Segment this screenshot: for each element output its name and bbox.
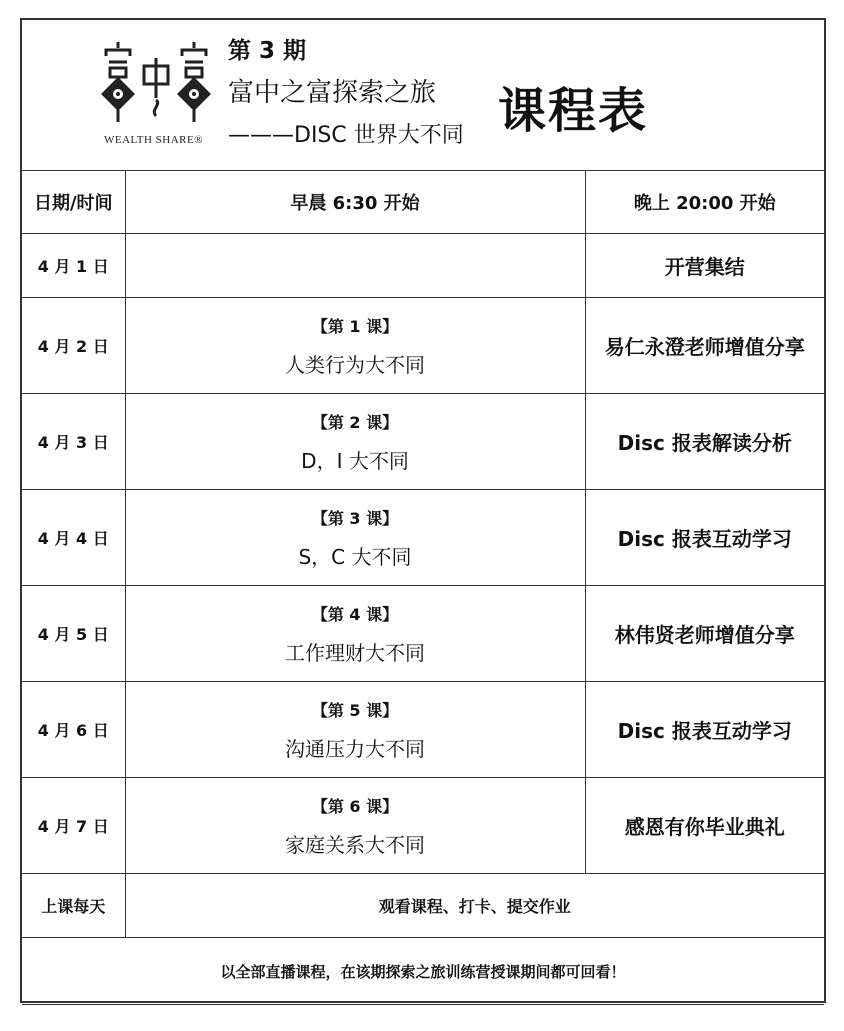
page-title: 课程表	[498, 83, 649, 139]
schedule-frame	[20, 18, 826, 1003]
lesson-number: 【第 4 课】	[311, 604, 399, 624]
date-cell: 4 月 1 日	[22, 234, 125, 298]
lesson-number: 【第 6 课】	[311, 796, 399, 816]
date-cell: 4 月 4 日	[22, 490, 125, 586]
evening-cell: Disc 报表互动学习	[585, 682, 824, 778]
table-row	[22, 394, 824, 490]
lesson-title: D，I 大不同	[301, 448, 409, 473]
program-subtitle: ———DISC 世界大不同	[228, 123, 464, 148]
morning-cell-empty	[125, 234, 585, 298]
lesson-cell	[125, 682, 585, 778]
lesson-number: 【第 1 课】	[311, 316, 399, 336]
evening-cell: 林伟贤老师增值分享	[585, 586, 824, 682]
date-cell: 4 月 5 日	[22, 586, 125, 682]
lesson-cell	[125, 586, 585, 682]
table-row	[22, 490, 824, 586]
logo-wordmark: WEALTH SHARE®	[104, 134, 204, 146]
wealth-share-logo	[100, 38, 218, 148]
daily-label: 上课每天	[22, 874, 125, 938]
table-row	[22, 778, 824, 874]
lesson-cell	[125, 490, 585, 586]
lesson-cell	[125, 298, 585, 394]
lesson-number: 【第 5 课】	[311, 700, 399, 720]
lesson-title: 人类行为大不同	[285, 352, 425, 377]
schedule-header	[22, 20, 824, 171]
evening-cell: 感恩有你毕业典礼	[585, 778, 824, 874]
footer-row	[22, 938, 824, 1005]
table-row	[22, 586, 824, 682]
lesson-cell	[125, 778, 585, 874]
table-header-row	[22, 170, 824, 234]
lesson-cell	[125, 394, 585, 490]
evening-cell: Disc 报表互动学习	[585, 490, 824, 586]
daily-row	[22, 874, 824, 938]
lesson-title: 工作理财大不同	[285, 640, 425, 665]
date-cell: 4 月 7 日	[22, 778, 125, 874]
date-cell: 4 月 3 日	[22, 394, 125, 490]
date-cell: 4 月 6 日	[22, 682, 125, 778]
daily-tasks: 观看课程、打卡、提交作业	[125, 874, 824, 938]
header-evening: 晚上 20:00 开始	[585, 170, 824, 234]
header-date-time: 日期/时间	[22, 170, 125, 234]
logo-mark-icon	[100, 38, 218, 134]
lesson-number: 【第 2 课】	[311, 412, 399, 432]
table-row	[22, 298, 824, 394]
header-morning: 早晨 6:30 开始	[125, 170, 585, 234]
table-row	[22, 234, 824, 298]
table-row	[22, 682, 824, 778]
lesson-title: 家庭关系大不同	[285, 832, 425, 857]
replay-note: 以全部直播课程，在该期探索之旅训练营授课期间都可回看！	[22, 938, 824, 1005]
evening-cell: Disc 报表解读分析	[585, 394, 824, 490]
lesson-title: S，C 大不同	[298, 544, 412, 569]
evening-cell: 易仁永澄老师增值分享	[585, 298, 824, 394]
date-cell: 4 月 2 日	[22, 298, 125, 394]
program-name: 富中之富探索之旅	[228, 78, 437, 108]
edition-label: 第 3 期	[228, 38, 307, 64]
lesson-title: 沟通压力大不同	[285, 736, 425, 761]
schedule-table	[22, 170, 824, 1005]
lesson-number: 【第 3 课】	[311, 508, 399, 528]
evening-cell: 开营集结	[585, 234, 824, 298]
